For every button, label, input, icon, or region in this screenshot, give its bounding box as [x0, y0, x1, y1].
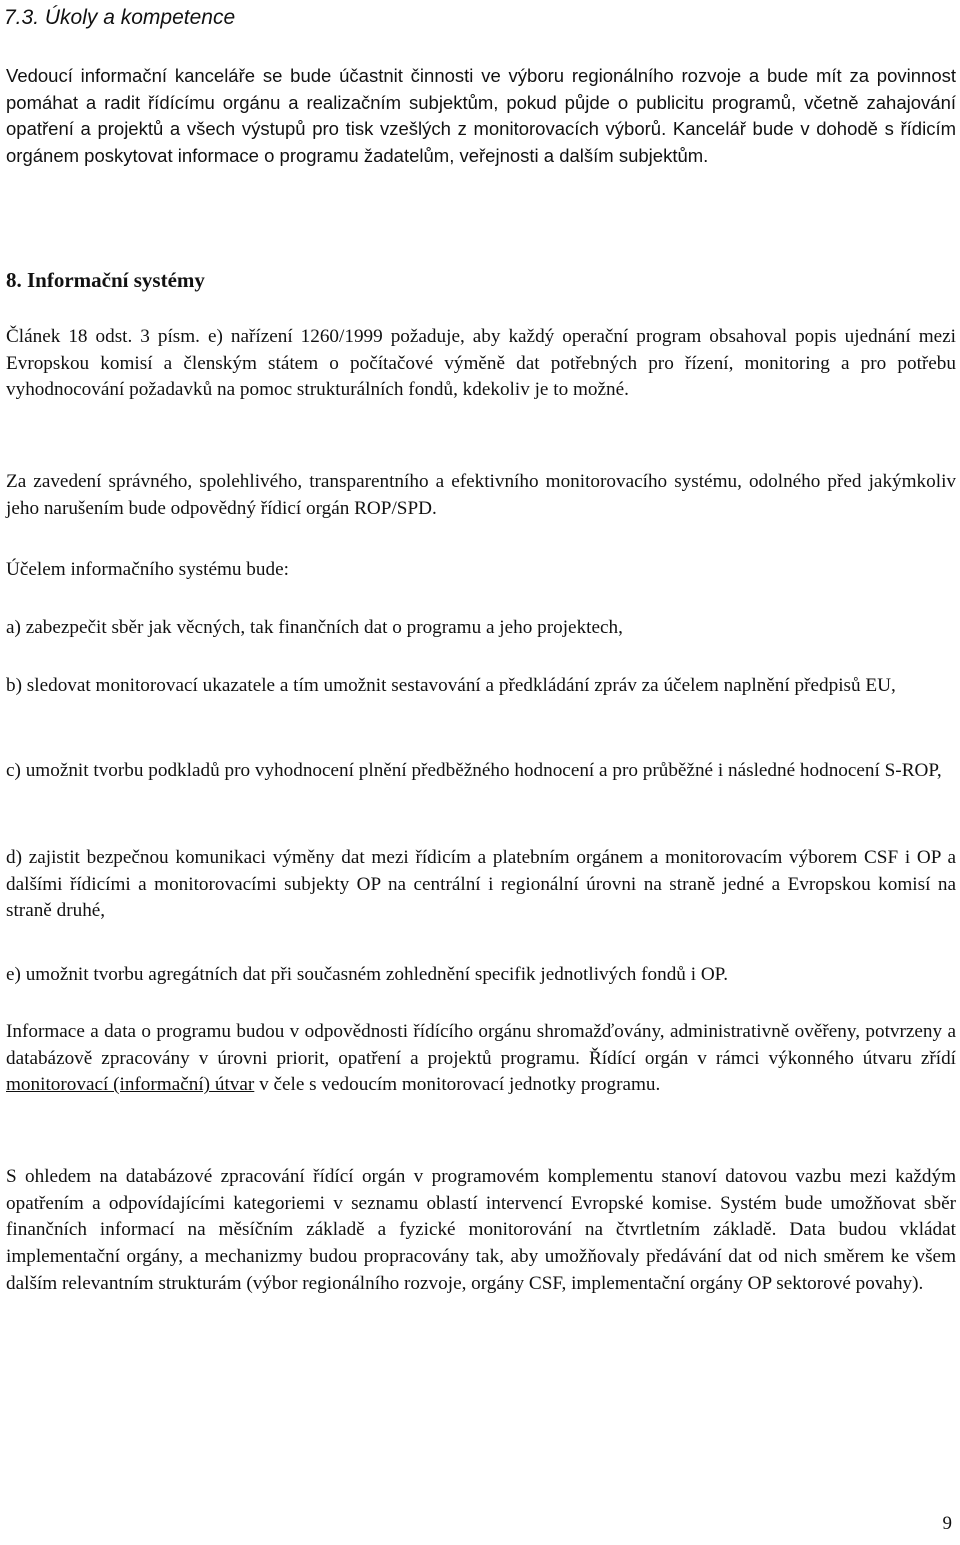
section-title: 7.3. Úkoly a kompetence	[4, 6, 236, 29]
paragraph-informace-text: Informace a data o programu budou v odpovědnosti řídícího orgánu shromažďovány, administrativně ověřeny, potvrzeny a databázově zpracovány v úrovni priorit, opatření a projektů programu. Řídící orgán v rámci výkonného útvaru zřídí	[6, 1021, 956, 1069]
list-item-c: c) umožnit tvorbu podkladů pro vyhodnocení plnění předběžného hodnocení a pro průběžné i následné hodnocení S-ROP,	[6, 760, 942, 781]
paragraph-informace	[6, 1019, 956, 1099]
chapter-heading: 8. Informační systémy	[6, 268, 205, 292]
paragraph-zavedeni: Za zavedení správného, spolehlivého, transparentního a efektivního monitorovacího systému, odolného před jakýmkoliv jeho narušením bude odpovědný řídicí orgán ROP/SPD.	[6, 471, 956, 519]
section-paragraph: Vedoucí informační kanceláře se bude účastnit činnosti ve výboru regionálního rozvoje a bude mít za povinnost pomáhat a radit řídícímu orgánu a realizačním subjektům, pokud půjde o publicitu programů, včetně zahajování opatření a projektů a všech výstupů pro tisk vzešlých z monitorovacích výborů. Kancelář bude v dohodě s řídicím orgánem poskytovat informace o programu žadatelům, veřejnosti a dalším subjektům.	[6, 65, 956, 167]
page-number: 9	[942, 1513, 952, 1534]
list-item-d: d) zajistit bezpečnou komunikaci výměny dat mezi řídicím a platebním orgánem a monitorovacím výborem CSF i OP a dalšími řídicími a monitorovacími subjekty OP na centrální i regionální úrovni na straně jedné a Evropskou komisí na straně druhé,	[6, 847, 956, 922]
list-item-e: e) umožnit tvorbu agregátních dat při současném zohlednění specifik jednotlivých fondů i OP.	[6, 964, 729, 985]
paragraph-clanek: Článek 18 odst. 3 písm. e) nařízení 1260/1999 požaduje, aby každý operační program obsahoval popis ujednání mezi Evropskou komisí a členským státem o počítačové výměně dat potřebných pro řízení, monitoring a pro potřebu vyhodnocování požadavků na pomoc strukturálních fondů, kdekoliv je to možné.	[6, 326, 956, 401]
paragraph-ucelem: Účelem informačního systému bude:	[6, 559, 289, 580]
list-item-b: b) sledovat monitorovací ukazatele a tím umožnit sestavování a předkládání zpráv za účelem naplnění předpisů EU,	[6, 675, 896, 696]
paragraph-ohledem: S ohledem na databázové zpracování řídící orgán v programovém komplementu stanoví datovou vazbu mezi každým opatřením a odpovídajícími kategoriemi v seznamu oblastí intervencí Evropské komise. Systém bude umožňovat sběr finančních informací na měsíčním základě a fyzické monitorování na čtvrtletním základě. Data budou vkládat implementační orgány, a mechanizmy budou propracovány tak, aby umožňovaly předávání dat od nich směrem ke všem dalším relevantním strukturám (výbor regionálního rozvoje, orgány CSF, implementační orgány OP sektorové povahy).	[6, 1166, 956, 1294]
list-item-a: a) zabezpečit sběr jak věcných, tak finančních dat o programu a jeho projektech,	[6, 617, 623, 638]
paragraph-informace-end: v čele s vedoucím monitorovací jednotky programu.	[254, 1074, 661, 1096]
monitoring-unit-underlined: monitorovací (informační) útvar	[6, 1074, 255, 1096]
